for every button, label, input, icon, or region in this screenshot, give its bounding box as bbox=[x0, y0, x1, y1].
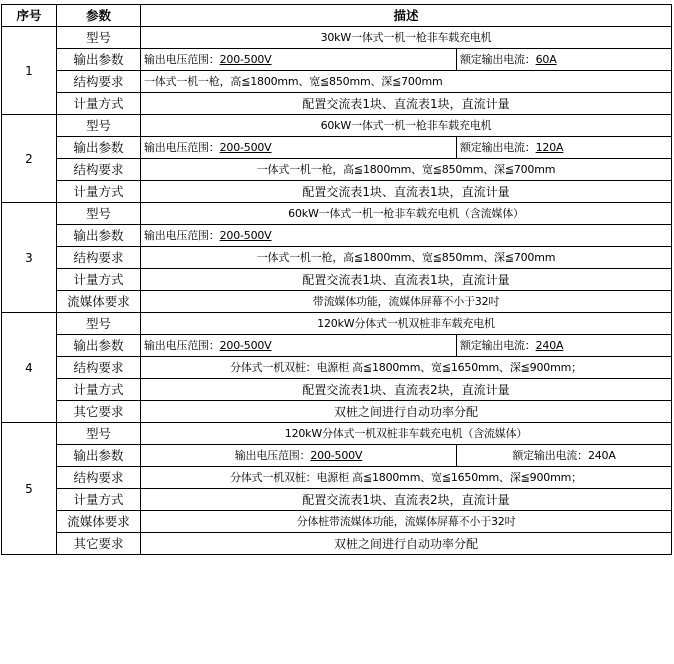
table-row bbox=[2, 93, 672, 115]
table-row bbox=[2, 335, 672, 357]
table-row bbox=[2, 489, 672, 511]
param-label-metering: 计量方式 bbox=[57, 181, 141, 203]
metering-value: 配置交流表1块、直流表1块，直流计量 bbox=[141, 181, 672, 203]
current-label: 额定输出电流： bbox=[460, 338, 536, 352]
table-row bbox=[2, 291, 672, 313]
current-cell bbox=[457, 335, 672, 357]
param-label-media: 流媒体要求 bbox=[57, 511, 141, 533]
current-label: 额定输出电流： bbox=[512, 448, 588, 462]
row-number: 2 bbox=[2, 115, 57, 203]
table-row bbox=[2, 225, 672, 247]
table-row bbox=[2, 313, 672, 335]
param-label-other: 其它要求 bbox=[57, 533, 141, 555]
current-value: 240A bbox=[535, 338, 564, 352]
metering-value: 配置交流表1块、直流表2块，直流计量 bbox=[141, 489, 672, 511]
param-label-model: 型号 bbox=[57, 203, 141, 225]
voltage-cell bbox=[141, 445, 457, 467]
current-cell bbox=[457, 49, 672, 71]
voltage-label: 输出电压范围： bbox=[234, 448, 311, 462]
param-label-model: 型号 bbox=[57, 115, 141, 137]
metering-value: 配置交流表1块、直流表1块，直流计量 bbox=[141, 269, 672, 291]
table-row bbox=[2, 159, 672, 181]
model-value: 60kW一体式一机一枪非车载充电机（含流媒体） bbox=[141, 203, 672, 225]
voltage-label: 输出电压范围： bbox=[144, 228, 220, 242]
table-row bbox=[2, 203, 672, 225]
model-value: 60kW一体式一机一枪非车载充电机 bbox=[141, 115, 672, 137]
param-label-structure: 结构要求 bbox=[57, 467, 141, 489]
table-row bbox=[2, 467, 672, 489]
media-value: 带流媒体功能，流媒体屏幕不小于32吋 bbox=[141, 291, 672, 313]
table-row bbox=[2, 379, 672, 401]
table-row bbox=[2, 533, 672, 555]
voltage-value: 200-500V bbox=[219, 140, 272, 154]
table-row bbox=[2, 71, 672, 93]
param-label-metering: 计量方式 bbox=[57, 379, 141, 401]
voltage-cell bbox=[141, 335, 457, 357]
header-no: 序号 bbox=[2, 5, 57, 27]
metering-value: 配置交流表1块、直流表1块，直流计量 bbox=[141, 93, 672, 115]
table-row bbox=[2, 49, 672, 71]
row-number: 4 bbox=[2, 313, 57, 423]
other-value: 双桩之间进行自动功率分配 bbox=[141, 533, 672, 555]
current-label: 额定输出电流： bbox=[460, 140, 536, 154]
param-label-model: 型号 bbox=[57, 313, 141, 335]
param-label-output: 输出参数 bbox=[57, 225, 141, 247]
table-row bbox=[2, 137, 672, 159]
voltage-value: 200-500V bbox=[219, 52, 272, 66]
voltage-value: 200-500V bbox=[219, 338, 272, 352]
param-label-media: 流媒体要求 bbox=[57, 291, 141, 313]
param-label-structure: 结构要求 bbox=[57, 159, 141, 181]
param-label-structure: 结构要求 bbox=[57, 357, 141, 379]
param-label-metering: 计量方式 bbox=[57, 93, 141, 115]
table-row bbox=[2, 181, 672, 203]
param-label-metering: 计量方式 bbox=[57, 489, 141, 511]
param-label-output: 输出参数 bbox=[57, 49, 141, 71]
model-value: 120kW分体式一机双桩非车载充电机 bbox=[141, 313, 672, 335]
metering-value: 配置交流表1块、直流表2块，直流计量 bbox=[141, 379, 672, 401]
current-value: 60A bbox=[535, 52, 557, 66]
table-row bbox=[2, 115, 672, 137]
row-number: 3 bbox=[2, 203, 57, 313]
structure-value: 分体式一机双桩：电源柜 高≦1800mm、宽≦1650mm、深≦900mm； bbox=[141, 467, 672, 489]
table-row bbox=[2, 247, 672, 269]
param-label-output: 输出参数 bbox=[57, 445, 141, 467]
header-param: 参数 bbox=[57, 5, 141, 27]
media-value: 分体桩带流媒体功能，流媒体屏幕不小于32吋 bbox=[141, 511, 672, 533]
table-row bbox=[2, 357, 672, 379]
current-value: 120A bbox=[535, 140, 564, 154]
param-label-structure: 结构要求 bbox=[57, 71, 141, 93]
table-row bbox=[2, 269, 672, 291]
param-label-output: 输出参数 bbox=[57, 335, 141, 357]
table-row bbox=[2, 27, 672, 49]
voltage-value: 200-500V bbox=[310, 448, 363, 462]
voltage-cell bbox=[141, 137, 457, 159]
param-label-model: 型号 bbox=[57, 423, 141, 445]
structure-value: 分体式一机双桩：电源柜 高≦1800mm、宽≦1650mm、深≦900mm； bbox=[141, 357, 672, 379]
model-value: 30kW一体式一机一枪非车载充电机 bbox=[141, 27, 672, 49]
param-label-output: 输出参数 bbox=[57, 137, 141, 159]
table-row bbox=[2, 511, 672, 533]
voltage-value: 200-500V bbox=[219, 228, 272, 242]
header-desc: 描述 bbox=[141, 5, 672, 27]
other-value: 双桩之间进行自动功率分配 bbox=[141, 401, 672, 423]
spec-table bbox=[1, 4, 672, 555]
current-value: 240A bbox=[587, 448, 616, 462]
current-label: 额定输出电流： bbox=[460, 52, 536, 66]
table-row bbox=[2, 401, 672, 423]
voltage-cell bbox=[141, 225, 672, 247]
param-label-structure: 结构要求 bbox=[57, 247, 141, 269]
param-label-other: 其它要求 bbox=[57, 401, 141, 423]
table-row bbox=[2, 445, 672, 467]
header-row bbox=[2, 5, 672, 27]
voltage-label: 输出电压范围： bbox=[144, 140, 220, 154]
current-cell bbox=[457, 137, 672, 159]
structure-value: 一体式一机一枪，高≦1800mm、宽≦850mm、深≦700mm bbox=[141, 71, 672, 93]
row-number: 5 bbox=[2, 423, 57, 555]
voltage-label: 输出电压范围： bbox=[144, 338, 220, 352]
model-value: 120kW分体式一机双桩非车载充电机（含流媒体） bbox=[141, 423, 672, 445]
param-label-metering: 计量方式 bbox=[57, 269, 141, 291]
current-cell bbox=[457, 445, 672, 467]
table-row bbox=[2, 423, 672, 445]
structure-value: 一体式一机一枪，高≦1800mm、宽≦850mm、深≦700mm bbox=[141, 159, 672, 181]
voltage-cell bbox=[141, 49, 457, 71]
param-label-model: 型号 bbox=[57, 27, 141, 49]
voltage-label: 输出电压范围： bbox=[144, 52, 220, 66]
structure-value: 一体式一机一枪，高≦1800mm、宽≦850mm、深≦700mm bbox=[141, 247, 672, 269]
row-number: 1 bbox=[2, 27, 57, 115]
